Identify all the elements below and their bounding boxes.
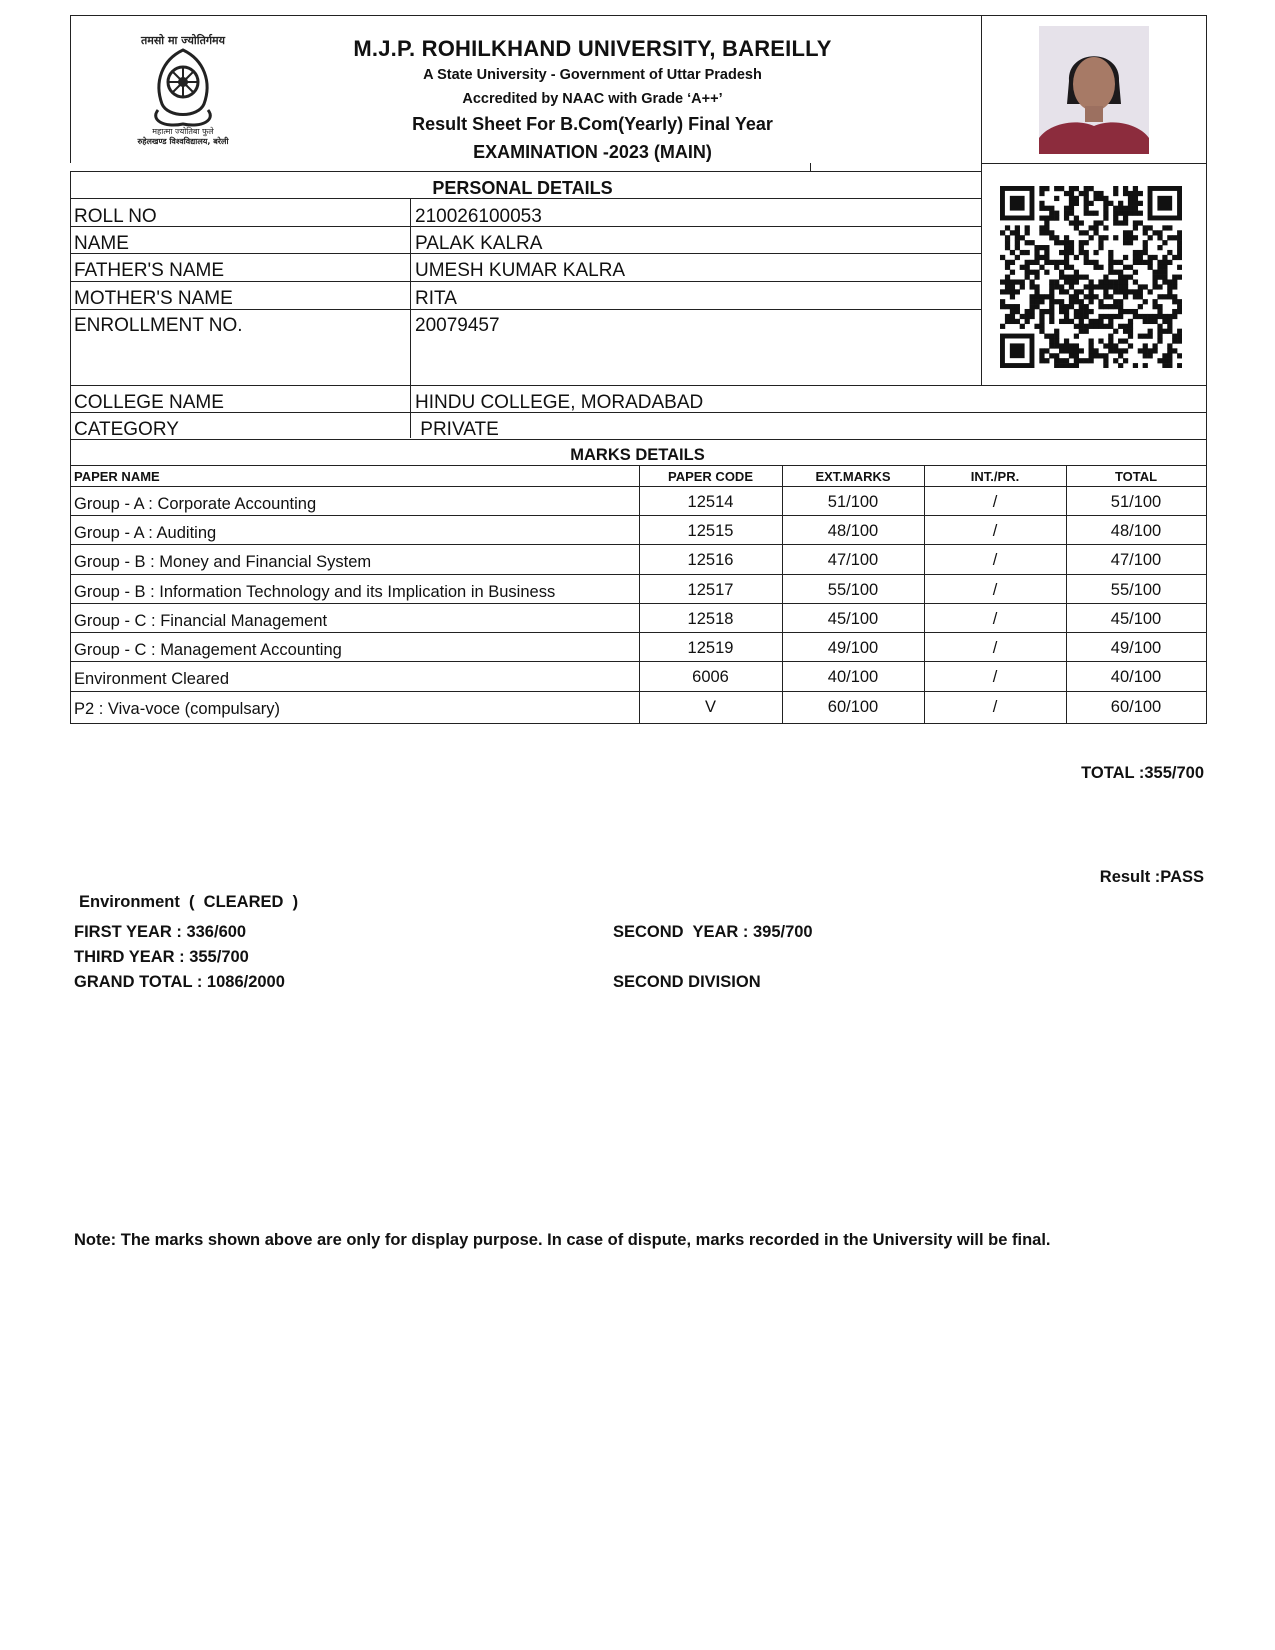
qr-code: [1000, 186, 1182, 368]
total-marks: 60/100: [1110, 698, 1162, 716]
pd-row-line: [70, 412, 1206, 413]
int-marks: /: [992, 551, 998, 569]
father-name-value: UMESH KUMAR KALRA: [415, 260, 626, 281]
college-name-value: HINDU COLLEGE, MORADABAD: [415, 392, 704, 413]
examination-title: EXAMINATION -2023 (MAIN): [473, 142, 712, 162]
marks-row-line: [70, 486, 1206, 487]
right-border: [1206, 15, 1207, 724]
marks-row-line: [70, 691, 1206, 692]
paper-name: Group - B : Information Technology and its Implication in Business: [74, 583, 556, 601]
total-marks: 49/100: [1110, 639, 1162, 657]
pd-row-line: [70, 385, 1206, 386]
small-tick: [810, 163, 811, 171]
pd-row-line: [70, 198, 981, 199]
paper-code: 12516: [687, 551, 734, 569]
paper-name: Environment Cleared: [74, 670, 229, 688]
student-photo: [1039, 26, 1149, 154]
total-marks: 47/100: [1110, 551, 1162, 569]
pd-row-line: [70, 253, 981, 254]
college-name-label: COLLEGE NAME: [74, 392, 224, 413]
header-paper-code: PAPER CODE: [668, 469, 753, 484]
ext-marks: 51/100: [827, 493, 879, 511]
ext-marks: 60/100: [827, 698, 879, 716]
total-marks: 48/100: [1110, 522, 1162, 540]
second-year-total: SECOND YEAR : 395/700: [613, 923, 813, 941]
int-marks: /: [992, 522, 998, 540]
accreditation: Accredited by NAAC with Grade ‘A++’: [462, 91, 723, 107]
mother-name-value: RITA: [415, 288, 457, 309]
mother-name-label: MOTHER'S NAME: [74, 288, 233, 309]
personal-details-title: PERSONAL DETAILS: [432, 178, 613, 198]
total-marks: 55/100: [1110, 581, 1162, 599]
int-marks: /: [992, 610, 998, 628]
total-marks: 51/100: [1110, 493, 1162, 511]
father-name-label: FATHER'S NAME: [74, 260, 225, 281]
enrollment-value: 20079457: [415, 315, 500, 336]
int-marks: /: [992, 639, 998, 657]
grand-total: GRAND TOTAL : 1086/2000: [74, 973, 285, 991]
photo-bottom-border: [981, 163, 1206, 164]
int-marks: /: [992, 493, 998, 511]
category-label: CATEGORY: [74, 419, 179, 440]
paper-code: 12519: [687, 639, 734, 657]
header-total: TOTAL: [1114, 469, 1158, 484]
paper-code: 12514: [687, 493, 734, 511]
pd-row-line: [70, 281, 981, 282]
university-name: M.J.P. ROHILKHAND UNIVERSITY, BAREILLY: [353, 36, 832, 61]
marks-row-line: [70, 603, 1206, 604]
header-paper-name: PAPER NAME: [74, 469, 160, 484]
int-marks: /: [992, 698, 998, 716]
marks-row-line: [70, 515, 1206, 516]
pd-row-line: [70, 226, 981, 227]
ext-marks: 40/100: [827, 668, 879, 686]
environment-status: Environment ( CLEARED ): [79, 893, 299, 911]
int-marks: /: [992, 581, 998, 599]
result-sheet-title: Result Sheet For B.Com(Yearly) Final Year: [412, 114, 773, 134]
svg-text:रुहेलखण्ड विश्वविद्यालय, बरेली: रुहेलखण्ड विश्वविद्यालय, बरेली: [137, 137, 229, 146]
svg-text:महात्मा ज्योतिबा फुले: महात्मा ज्योतिबा फुले: [152, 127, 214, 136]
paper-code: 12515: [687, 522, 734, 540]
total-marks: 45/100: [1110, 610, 1162, 628]
enrollment-label: ENROLLMENT NO.: [74, 315, 243, 336]
disclaimer-note: Note: The marks shown above are only for display purpose. In case of dispute, marks recorded in the University will be final.: [74, 1231, 1051, 1249]
paper-code: 12518: [687, 610, 734, 628]
paper-name: Group - C : Financial Management: [74, 612, 328, 630]
name-label: NAME: [74, 233, 129, 254]
category-value: PRIVATE: [415, 419, 499, 440]
paper-name: Group - A : Auditing: [74, 524, 217, 542]
paper-name: Group - C : Management Accounting: [74, 641, 342, 659]
pd-top-border: [70, 171, 981, 172]
marks-row-line: [70, 632, 1206, 633]
header-top-border: [70, 15, 1206, 16]
marks-details-title: MARKS DETAILS: [570, 446, 705, 464]
ext-marks: 49/100: [827, 639, 879, 657]
int-marks: /: [992, 668, 998, 686]
marks-row-line: [70, 574, 1206, 575]
result-status: Result :PASS: [1099, 868, 1204, 886]
ext-marks: 47/100: [827, 551, 879, 569]
header-ext-marks: EXT.MARKS: [815, 469, 891, 484]
pd-row-line: [70, 439, 1206, 440]
paper-code: 6006: [692, 668, 729, 686]
marks-row-line: [70, 544, 1206, 545]
total-summary: TOTAL :355/700: [1081, 764, 1204, 782]
university-subtitle: A State University - Government of Uttar Pradesh: [423, 67, 762, 83]
paper-name: Group - B : Money and Financial System: [74, 553, 372, 571]
header-int-pr: INT./PR.: [970, 469, 1020, 484]
name-value: PALAK KALRA: [415, 233, 543, 254]
first-year-total: FIRST YEAR : 336/600: [74, 923, 247, 941]
roll-no-value: 210026100053: [415, 206, 542, 227]
university-logo: [124, 24, 242, 146]
marks-header-line: [70, 465, 1206, 466]
division: SECOND DIVISION: [613, 973, 761, 991]
pd-row-line: [70, 309, 981, 310]
roll-no-label: ROLL NO: [74, 206, 157, 227]
marks-row-line: [70, 661, 1206, 662]
svg-text:तमसो मा ज्योतिर्गमय: तमसो मा ज्योतिर्गमय: [140, 34, 226, 47]
marks-bottom-border: [70, 723, 1206, 724]
paper-code: V: [704, 698, 716, 716]
photo-divider: [981, 15, 982, 385]
pd-col-divider: [410, 198, 411, 438]
ext-marks: 48/100: [827, 522, 879, 540]
paper-name: Group - A : Corporate Accounting: [74, 495, 317, 513]
ext-marks: 55/100: [827, 581, 879, 599]
third-year-total: THIRD YEAR : 355/700: [74, 948, 249, 966]
header-left-border: [70, 15, 71, 163]
paper-name: P2 : Viva-voce (compulsary): [74, 700, 281, 718]
paper-code: 12517: [687, 581, 734, 599]
total-marks: 40/100: [1110, 668, 1162, 686]
ext-marks: 45/100: [827, 610, 879, 628]
